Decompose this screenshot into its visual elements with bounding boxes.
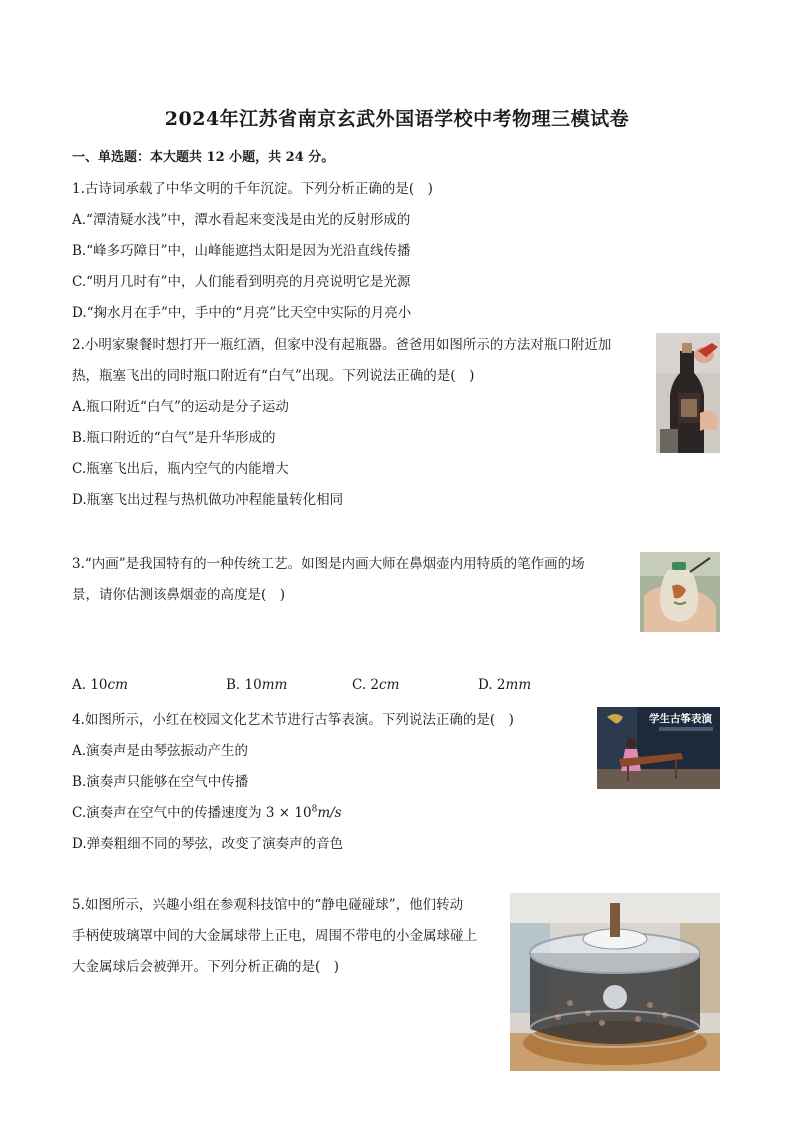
guzheng-performance-photo — [597, 707, 720, 789]
question-1-option-c: C.“明月几时有”中，人们能看到明亮的月亮说明它是光源 — [72, 274, 411, 290]
question-3-option-b — [226, 677, 287, 693]
option-text: C.演奏声在空气中的传播速度为 3 × 10 — [72, 805, 312, 821]
option-unit: cm — [379, 677, 400, 693]
section-heading: 一、单选题：本大题共 12 小题，共 24 分。 — [72, 150, 335, 165]
option-text: C. 2 — [352, 677, 380, 693]
question-4-option-d: D.弹奏粗细不同的琴弦，改变了演奏声的音色 — [72, 836, 344, 852]
option-unit: cm — [107, 677, 128, 693]
question-3-stem-line-1: 3.“内画”是我国特有的一种传统工艺。如图是内画大师在鼻烟壶内用特质的笔作画的场 — [72, 556, 585, 572]
question-1-stem: 1.古诗词承载了中华文明的千年沉淀。下列分析正确的是( ) — [72, 181, 433, 197]
question-2-option-b: B.瓶口附近的“白气”是升华形成的 — [72, 430, 276, 446]
question-3-stem-line-2: 景，请你估测该鼻烟壶的高度是( ) — [72, 587, 286, 603]
wine-bottle-photo — [656, 333, 720, 453]
question-4-option-c — [72, 801, 342, 821]
option-unit: mm — [261, 677, 288, 693]
question-3-option-c — [352, 677, 399, 693]
option-unit: m/s — [317, 805, 342, 821]
question-4-option-b: B.演奏声只能够在空气中传播 — [72, 774, 249, 790]
question-2-option-a: A.瓶口附近“白气”的运动是分子运动 — [72, 399, 289, 415]
question-5-stem-line-2: 手柄使玻璃罩中间的大金属球带上正电，周围不带电的小金属球碰上 — [72, 928, 477, 944]
question-1-option-b: B.“峰多巧障日”中，山峰能遮挡太阳是因为光沿直线传播 — [72, 243, 411, 259]
question-4-stem: 4.如图所示，小红在校园文化艺术节进行古筝表演。下列说法正确的是( ) — [72, 712, 514, 728]
question-4-option-a: A.演奏声是由琴弦振动产生的 — [72, 743, 249, 759]
question-2-stem-line-2: 热，瓶塞飞出的同时瓶口附近有“白气”出现。下列说法正确的是( ) — [72, 368, 475, 384]
electrostatic-ball-photo — [510, 893, 720, 1071]
option-text: B. 10 — [226, 677, 262, 693]
question-1-option-a: A.“潭清疑水浅”中，潭水看起来变浅是由光的反射形成的 — [72, 212, 411, 228]
question-5-stem-line-1: 5.如图所示，兴趣小组在参观科技馆中的“静电碰碰球”，他们转动 — [72, 897, 464, 913]
question-3-option-d — [478, 677, 531, 693]
exponent: 8 — [311, 804, 318, 815]
option-unit: mm — [505, 677, 532, 693]
option-text: A. 10 — [72, 677, 108, 693]
question-1-option-d: D.“掬水月在手”中，手中的“月亮”比天空中实际的月亮小 — [72, 305, 412, 321]
question-2-stem-line-1: 2.小明家聚餐时想打开一瓶红酒，但家中没有起瓶器。爸爸用如图所示的方法对瓶口附近加 — [72, 337, 612, 353]
question-5-stem-line-3: 大金属球后会被弹开。下列分析正确的是( ) — [72, 959, 340, 975]
banner-text: 学生古筝表演 — [649, 713, 712, 725]
question-2-option-c: C.瓶塞飞出后，瓶内空气的内能增大 — [72, 461, 289, 477]
document-title: 2024年江苏省南京玄武外国语学校中考物理三模试卷 — [164, 108, 630, 130]
question-2-option-d: D.瓶塞飞出过程与热机做功冲程能量转化相同 — [72, 492, 344, 508]
question-3-option-a — [72, 677, 128, 693]
snuff-bottle-photo — [640, 552, 720, 632]
option-text: D. 2 — [478, 677, 506, 693]
